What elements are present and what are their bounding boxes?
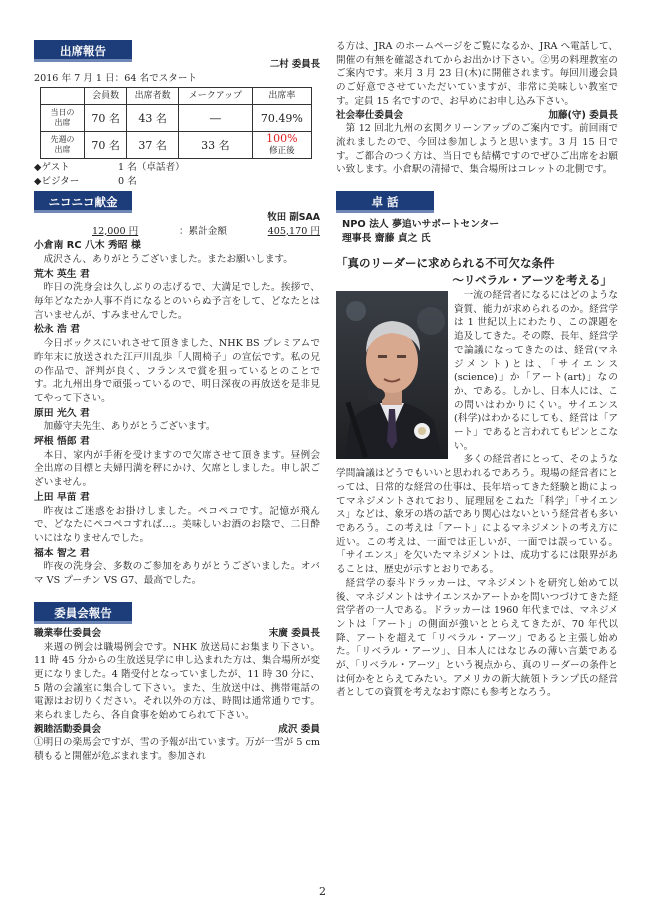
entry-text: 成沢さん、ありがとうございました。またお願いします。 <box>43 253 293 265</box>
rate-value: 100% <box>266 132 298 146</box>
donation-byline: 牧田 副SAA <box>267 211 320 223</box>
donation-entries <box>34 239 320 588</box>
attendance-byline: 二村 委員長 <box>269 59 320 70</box>
row-label <box>41 105 85 132</box>
entry-name: 福本 智之 君 <box>34 547 90 559</box>
talk-title-line1: 「真のリーダーに求められる不可欠な条件 <box>336 256 555 271</box>
right-column <box>336 40 618 700</box>
members-cell: 70 名 <box>85 132 127 159</box>
entry-name: 上田 早苗 君 <box>34 491 90 503</box>
visitor-label: ◆ビジター <box>34 176 80 188</box>
attendance-start: 2016 年 7 月 1 日：64 名でスタート <box>34 72 198 84</box>
list-item <box>34 491 320 546</box>
row-label-text: 当日の 出席 <box>50 108 75 128</box>
service-committee-chair: 末廣 委員長 <box>268 627 320 639</box>
entry-text: 加藤守夫先生、ありがとうございます。 <box>43 421 216 433</box>
committee-header: 委員会報告 <box>34 602 132 624</box>
members-cell: 70 名 <box>85 105 127 132</box>
table-header-cell: メークアップ <box>179 88 253 105</box>
friendship-committee-name: 親睦活動委員会 <box>34 723 102 735</box>
talk-title-line2: ～リベラル・アーツを考える」 <box>452 273 612 288</box>
talk-paragraph-3: 経営学の泰斗ドラッカーは、マネジメントを研究し始めて以後、マネジメントはサイエンスかアートかを問いつづけてきた経営学者の一人である。ドラッカーは 1960 年代までは、マネジメントは「アート」の側面が強いととらえてきたが、70 年代以降、アートを超えて「リベラル・アーツ」であると主張し始めた。「リベラル・アーツ」、日本人にはなじみの薄い言葉であるが、「リベラル・アーツ」という視点から、真のリーダーの条件とは何かをとらえてみたい。アメリカの新大統領トランプ氏の経営者としての資質を考えなおす際にも参考となろう。 <box>336 577 618 699</box>
friendship-committee-text-part1: ①明日の楽馬会ですが、雪の予報が出ています。万が一雪が 5 cm積もると開催が危ぶまれます。参加され <box>34 737 320 763</box>
list-item <box>34 407 320 434</box>
friendship-committee-chair: 成沢 委員 <box>278 723 320 735</box>
entry-name: 荒木 英生 君 <box>34 268 90 280</box>
talk-speaker: 理事長 齋藤 貞之 氏 <box>342 233 431 245</box>
speaker-photo <box>336 291 448 459</box>
social-committee-chair: 加藤(守) 委員長 <box>548 109 618 121</box>
social-committee-name: 社会奉仕委員会 <box>336 109 404 121</box>
donation-total-label: ：累計金額 <box>178 225 227 237</box>
entry-text: 昨夜はご迷惑をお掛けしました。ペコペコです。記憶が飛んで、どなたにペコペコすれば…。美味しいお酒のお陰で、二日酔いにはなりませんでした。 <box>34 505 320 544</box>
entry-text: 昨日の洗身会は久しぶりの志げるで、大満足でした。挨拶で、毎年どなたか人事不肖になるとのいらぬ予言をして、どなたとは言いませんが、すみませんでした。 <box>34 282 320 321</box>
visitor-value: 0 名 <box>118 176 137 188</box>
donation-total-line <box>34 225 320 239</box>
table-header-cell <box>41 88 85 105</box>
talk-paragraph-1: 一流の経営者になるにはどのような資質、能力が求められるのか。経営学は 1 世紀以上にわたり、この課題を追及してきた。その際、長年、経営学で論議になってきたのは、経営(マネジメント)とは、「サイエンス(science)」か「アート(art)」なのか、である。しかし、日本人には、この問いはわかりにくい。サイエンス(科学)はわかるにしても、経営は「アート」であると言われてもピンとこない。 <box>454 290 618 452</box>
service-committee-text: 来週の例会は職場例会です。NHK 放送局にお集まり下さい。11 時 45 分からの生放送見学に申し込まれた方は、集合場所が変更になりました。4 階受付となっていましたが、11 時 30 分に、5 階の会議室に集合して下さい。また、生放送中は、携帯電話の電源はお切りください。それ以外の方は、時間は通常通りです。来られましたら、各自食事を始めてられて下さい。 <box>34 641 320 722</box>
entry-text: 本日、家内が手術を受けますので欠席させて頂きます。昼例会全出席の目標と夫婦円満を秤にかけ、欠席としました。申し訳ございません。 <box>34 449 320 489</box>
list-item <box>34 323 320 405</box>
social-committee-line <box>336 109 618 123</box>
attendance-header: 出席報告 <box>34 40 132 62</box>
table-header-cell: 出席率 <box>252 88 311 105</box>
social-committee-text: 第 12 回北九州の玄関クリーンアップのご案内です。前回雨で流れましたので、今回は参加しようと思います。3 月 15 日です。ご都合のつく方は、当日でも結構ですのでぜひご出席をお願い致します。小倉駅の清掃で、集合場所はコレットの北側です。 <box>336 123 618 176</box>
guest-value: 1 名（卓話者） <box>118 162 185 174</box>
entry-name: 松永 浩 君 <box>34 324 81 336</box>
makeup-cell: 33 名 <box>179 132 253 159</box>
entry-text: 今日ボックスにいれさせて頂きました、NHK BS プレミアムで昨年末に放送された江戸川乱歩「人間椅子」の宣伝です。私の兄の作品で、評判が良く、フランスで賞を狙っているとのことです。北九州出身で頑張っているので、明日深夜の再放送を是非見てやって下さい。 <box>34 338 320 404</box>
talk-organization: NPO 法人 夢追いサポートセンター <box>342 219 500 231</box>
row-label-text: 先週の 出席 <box>50 135 75 155</box>
left-column <box>34 40 320 764</box>
page-number: 2 <box>319 885 326 898</box>
entry-name: 原田 光久 君 <box>34 407 90 419</box>
talk-header: 卓 話 <box>336 191 434 213</box>
guest-line <box>34 161 320 175</box>
entry-text: 昨夜の洗身会、多数のご参加をありがとうございました。オバマ VS プーチン VS G7、最高でした。 <box>34 561 320 587</box>
attendees-cell: 43 名 <box>127 105 179 132</box>
talk-paragraph-2: 多くの経営者にとって、そのような学問論議はどうでもいいと思われるであろう。現場の経営者にとっては、日常的な経営の仕事は、長年培ってきた経験と勘によってマネジメントされており、屁理屈をこねた「科学」「サイエンス」などは、象牙の塔の話であり関心はないという経営者も多いであろう。この考えは「アート」によるマネジメントの考え方に近い。この考えは、一面では正しいが、一面では誤っている。「サイエンス」を欠いたマネジメントは、成功するには限界があることは、歴史が示すとおりである。 <box>336 454 618 576</box>
donation-amount: 12,000 円 <box>92 225 139 237</box>
service-committee-line <box>34 627 320 641</box>
makeup-cell: ― <box>179 105 253 132</box>
visitor-line <box>34 175 320 189</box>
table-header-cell: 出席者数 <box>127 88 179 105</box>
donation-total: 405,170 円 <box>267 225 320 237</box>
speaker-portrait-image <box>336 291 448 459</box>
guest-label: ◆ゲスト <box>34 162 70 174</box>
friendship-committee-line <box>34 723 320 737</box>
table-row <box>41 105 312 132</box>
list-item <box>34 435 320 490</box>
rate-cell <box>252 132 311 159</box>
row-label <box>41 132 85 159</box>
attendance-table <box>40 87 312 159</box>
service-committee-name: 職業奉仕委員会 <box>34 627 102 639</box>
list-item <box>34 239 320 266</box>
donation-header: ニコニコ献金 <box>34 191 132 213</box>
entry-name: 小倉南 RC 八木 秀昭 様 <box>34 240 141 252</box>
attendees-cell: 37 名 <box>127 132 179 159</box>
entry-name: 坪根 悟郎 君 <box>34 436 90 448</box>
list-item <box>34 268 320 323</box>
list-item <box>34 547 320 588</box>
attendance-table-header <box>41 88 312 105</box>
friendship-committee-text-part2: る方は、JRA のホームページをご覧になるか、JRA へ電話して、開催の有無を確認されてからお出かけ下さい。②男の料理教室のご案内です。来月 3 月 23 日(木)に開催されます。毎回川邊会員のご好意でさせていただいていますが、非常に美味しい教室です。定員 15 名ですので、お早めにお申し込み下さい。 <box>336 41 618 107</box>
table-row <box>41 132 312 159</box>
table-header-cell: 会員数 <box>85 88 127 105</box>
rate-cell: 70.49% <box>252 105 311 132</box>
rate-note: 修正後 <box>269 146 295 157</box>
